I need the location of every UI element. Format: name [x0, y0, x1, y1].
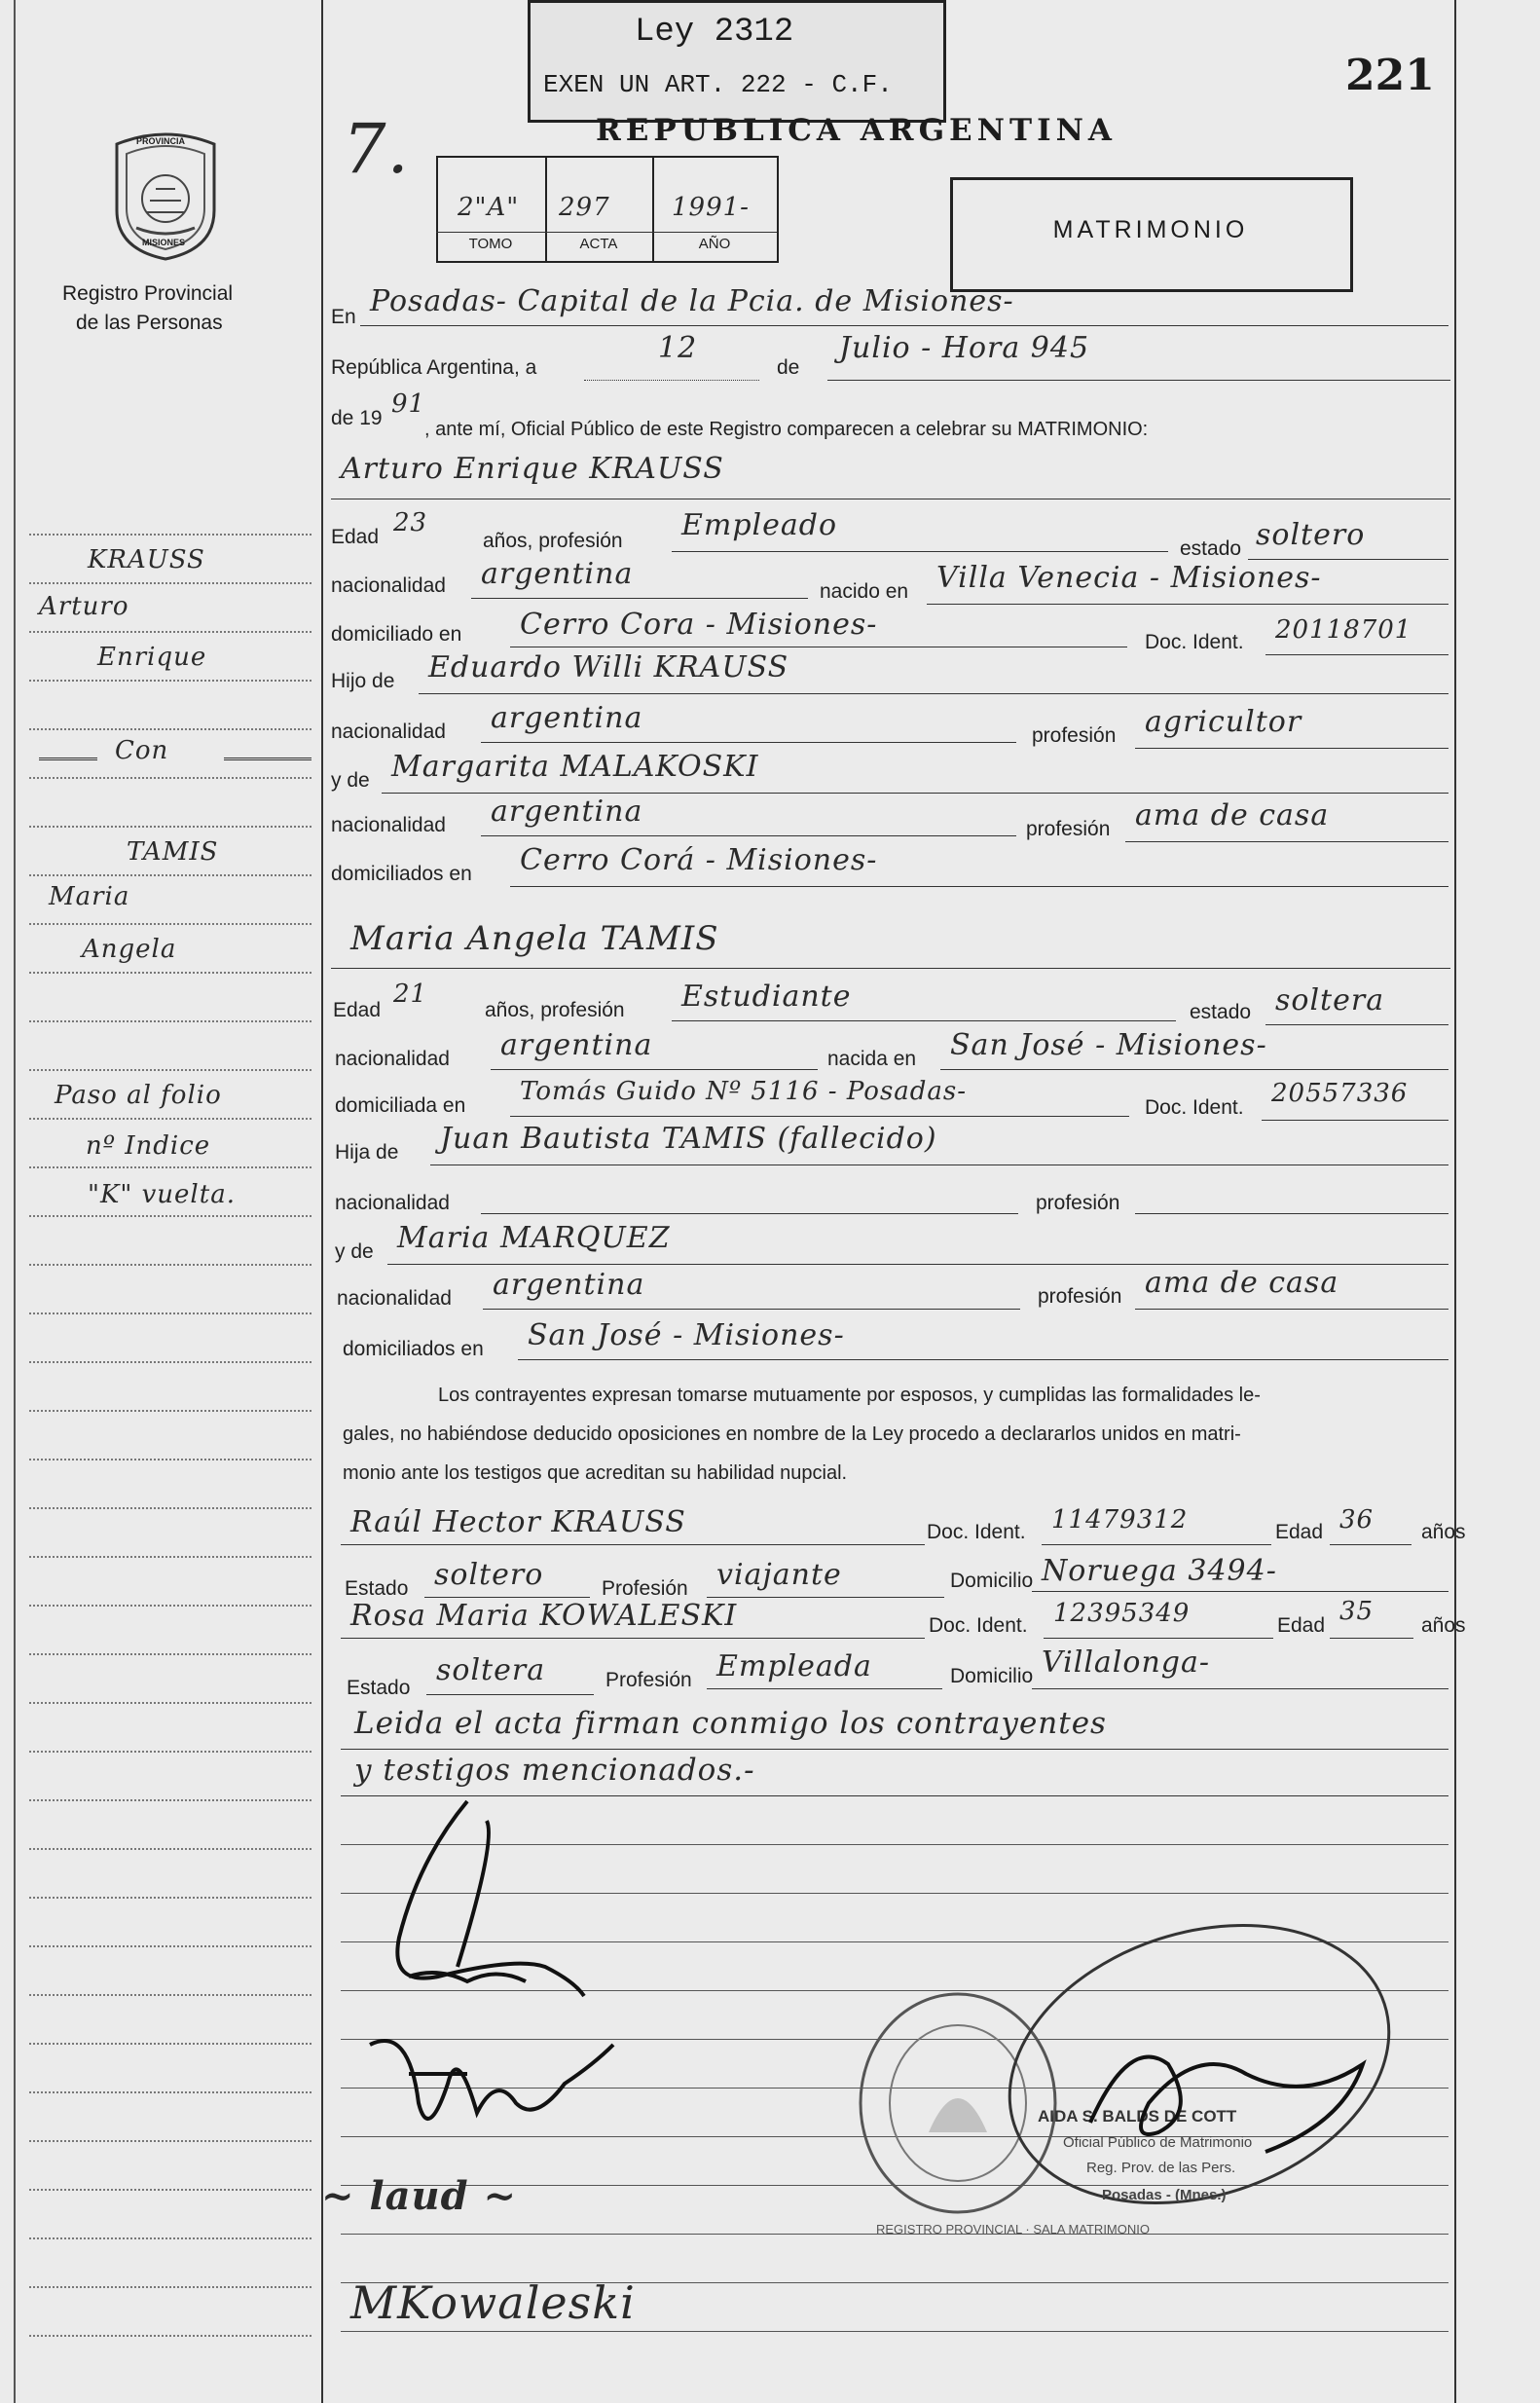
declaration-line2: gales, no habiéndose deducido oposiciones en nombre de la Ley procedo a declararlos unidos en matri-: [343, 1423, 1241, 1445]
bride-parents-dom-line: [518, 1359, 1448, 1360]
margin-dotted-line: [29, 1897, 312, 1899]
witness1-edad: 36: [1339, 1505, 1375, 1534]
margin-dotted-line: [29, 923, 312, 925]
margin-dotted-line: [29, 1069, 312, 1071]
margin-dotted-line: [29, 1020, 312, 1022]
bride-profesion-label: años, profesión: [485, 999, 625, 1021]
margin-dotted-line: [29, 1799, 312, 1801]
margin-name2: Arturo: [39, 592, 129, 621]
signature-official: [1071, 2006, 1392, 2171]
witness1-estado-line: [424, 1597, 590, 1598]
bride-mother-prof-line: [1135, 1309, 1448, 1310]
witness1-prof: viajante: [716, 1558, 842, 1592]
bride-mother-nac-line: [483, 1309, 1020, 1310]
margin-dotted-line: [29, 1459, 312, 1460]
margin-dotted-line: [29, 2043, 312, 2045]
anio-label: AÑO: [698, 236, 731, 252]
margin-dotted-line: [29, 1556, 312, 1558]
anio-value: 1991-: [672, 193, 750, 222]
oval-stamp-line1: AIDA S. BALDS DE COTT: [1038, 2107, 1237, 2126]
oval-stamp-line4: Posadas - (Mnes.): [1102, 2187, 1227, 2203]
bride-dom: Tomás Guido Nº 5116 - Posadas-: [520, 1077, 968, 1106]
seal-text-top: PROVINCIA: [136, 136, 186, 146]
country-heading: REPUBLICA ARGENTINA: [596, 113, 1117, 148]
witness2-name: Rosa Maria KOWALESKI: [350, 1599, 738, 1633]
margin-dotted-line: [29, 2091, 312, 2093]
witness2-edad-label: Edad: [1277, 1614, 1326, 1637]
day-value: 12: [658, 331, 698, 365]
bride-name-line: [331, 968, 1450, 969]
bride-mother-prof-label: profesión: [1038, 1285, 1122, 1308]
groom-mother-label: y de: [331, 769, 370, 792]
margin-dotted-line: [29, 1848, 312, 1850]
seal-text-bottom: MISIONES: [142, 238, 186, 247]
margin-dotted-line: [29, 1410, 312, 1412]
record-box-hline: [436, 232, 777, 233]
bride-nacida-line: [940, 1069, 1448, 1070]
witness1-dom: Noruega 3494-: [1042, 1554, 1277, 1588]
witness2-doc-label: Doc. Ident.: [929, 1614, 1028, 1637]
groom-nac-line: [471, 598, 808, 599]
margin-name5: Maria: [49, 882, 130, 911]
groom-nacido-label: nacido en: [820, 580, 909, 603]
declaration-line3: monio ante los testigos que acreditan su habilidad nupcial.: [343, 1462, 848, 1484]
bride-nacida: San José - Misiones-: [950, 1028, 1267, 1062]
margin-dotted-line: [29, 1361, 312, 1363]
groom-father: Eduardo Willi KRAUSS: [428, 650, 789, 684]
witness1-anos-label: años: [1421, 1521, 1466, 1543]
margin-dotted-line: [29, 1215, 312, 1217]
margin-note2: nº Indice: [86, 1131, 211, 1161]
witness1-estado-label: Estado: [345, 1577, 409, 1600]
margin-dotted-line: [29, 680, 312, 682]
law-stamp-line1: Ley 2312: [635, 14, 794, 51]
witness1-prof-line: [707, 1597, 944, 1598]
bride-estado-label: estado: [1190, 1001, 1252, 1023]
groom-father-prof-label: profesión: [1032, 724, 1117, 747]
groom-mother-nac-label: nacionalidad: [331, 814, 446, 836]
place-line: [360, 325, 1448, 326]
groom-mother-prof-line: [1125, 841, 1448, 842]
registry-title-line1: Registro Provincial: [62, 282, 234, 305]
groom-parents-dom: Cerro Corá - Misiones-: [520, 843, 878, 877]
groom-nac-label: nacionalidad: [331, 574, 446, 597]
witness2-dom: Villalonga-: [1042, 1645, 1211, 1680]
month-line: [827, 380, 1450, 381]
doc-type-label: MATRIMONIO: [1052, 216, 1249, 243]
groom-estado-line: [1248, 559, 1448, 560]
groom-dom: Cerro Cora - Misiones-: [520, 608, 878, 642]
groom-doc-label: Doc. Ident.: [1145, 631, 1244, 653]
de-label: de: [777, 356, 800, 379]
margin-con: Con: [115, 736, 169, 765]
right-border-line: [1454, 0, 1456, 2403]
groom-profesion-line: [672, 551, 1168, 552]
signature-groom: [380, 1782, 633, 2025]
groom-full-name: Arturo Enrique KRAUSS: [341, 452, 724, 486]
margin-dotted-line: [29, 972, 312, 974]
bride-profesion: Estudiante: [681, 980, 852, 1014]
bride-profesion-line: [672, 1020, 1176, 1021]
margin-dotted-line: [29, 1264, 312, 1266]
groom-father-prof-line: [1135, 748, 1448, 749]
margin-dotted-line: [29, 631, 312, 633]
margin-dotted-line: [29, 1166, 312, 1168]
bride-mother-nac: argentina: [493, 1268, 645, 1302]
margin-dotted-line: [29, 777, 312, 779]
groom-edad-label: Edad: [331, 526, 380, 548]
witness1-edad-line: [1330, 1544, 1412, 1545]
signature-witness2: MKowaleski: [350, 2276, 636, 2329]
registry-title-line2: de las Personas: [76, 312, 223, 334]
witness1-dom-line: [1032, 1591, 1448, 1592]
en-label: En: [331, 306, 356, 328]
closing-line1: Leida el acta firman conmigo los contrayentes: [354, 1706, 1107, 1741]
bride-mother-line: [387, 1264, 1448, 1265]
bride-dom-line: [510, 1116, 1129, 1117]
witness2-prof: Empleada: [716, 1649, 872, 1683]
bride-mother-label: y de: [335, 1240, 374, 1263]
margin-dotted-line: [29, 1751, 312, 1753]
round-stamp-text: REGISTRO PROVINCIAL · SALA MATRIMONIO: [876, 2222, 1150, 2237]
bride-nac-line: [491, 1069, 818, 1070]
witness1-prof-label: Profesión: [602, 1577, 688, 1600]
page-number: 221: [1345, 51, 1435, 100]
margin-dotted-line: [29, 1945, 312, 1947]
witness1-doc-line: [1042, 1544, 1271, 1545]
bride-doc: 20557336: [1271, 1079, 1409, 1108]
margin-dotted-line: [29, 1605, 312, 1607]
bride-father-nac-line: [481, 1213, 1018, 1214]
column-divider: [321, 0, 323, 2403]
bride-nacida-label: nacida en: [827, 1048, 917, 1070]
witness2-dom-label: Domicilio: [950, 1665, 1034, 1687]
groom-estado-label: estado: [1180, 537, 1242, 560]
closing-line2: y testigos mencionados.-: [354, 1753, 755, 1788]
place-value: Posadas- Capital de la Pcia. de Misiones-: [370, 284, 1014, 318]
day-line: [584, 380, 759, 381]
bride-father: Juan Bautista TAMIS (fallecido): [440, 1122, 937, 1156]
bride-full-name: Maria Angela TAMIS: [350, 919, 719, 958]
groom-doc-line: [1265, 654, 1448, 655]
margin-dotted-line: [29, 2140, 312, 2142]
groom-father-line: [419, 693, 1448, 694]
witness1-doc: 11479312: [1051, 1505, 1189, 1534]
bride-doc-line: [1262, 1120, 1448, 1121]
groom-parents-dom-label: domiciliados en: [331, 863, 472, 885]
margin-dotted-line: [29, 1702, 312, 1704]
groom-nacido: Villa Venecia - Misiones-: [936, 561, 1322, 595]
signature-witness1: ~ laud ~: [321, 2173, 518, 2219]
groom-nacido-line: [927, 604, 1448, 605]
year-suffix: 91: [391, 389, 426, 419]
declaration-line1: Los contrayentes expresan tomarse mutuamente por esposos, y cumplidas las formalidades le-: [438, 1385, 1261, 1406]
margin-con-left-dash: [39, 758, 97, 760]
bride-father-label: Hija de: [335, 1141, 399, 1164]
bride-edad: 21: [393, 980, 428, 1009]
witness1-edad-label: Edad: [1275, 1521, 1324, 1543]
groom-father-label: Hijo de: [331, 670, 395, 692]
groom-profesion: Empleado: [681, 508, 838, 542]
bride-father-nac-label: nacionalidad: [335, 1192, 450, 1214]
bride-nac: argentina: [500, 1028, 653, 1062]
witness2-edad: 35: [1339, 1597, 1375, 1626]
margin-dotted-line: [29, 534, 312, 536]
page-mark: 7.: [343, 109, 410, 189]
bride-mother-nac-label: nacionalidad: [337, 1287, 452, 1310]
tomo-label: TOMO: [468, 236, 513, 252]
margin-con-right-dash: [224, 758, 312, 760]
bride-parents-dom-label: domiciliados en: [343, 1338, 484, 1360]
groom-profesion-label: años, profesión: [483, 530, 623, 552]
groom-doc: 20118701: [1275, 615, 1412, 645]
witness2-doc-line: [1044, 1638, 1273, 1639]
witness2-doc: 12395349: [1053, 1599, 1191, 1628]
groom-mother-prof-label: profesión: [1026, 818, 1111, 840]
bride-estado: soltera: [1275, 983, 1385, 1017]
witness1-name: Raúl Hector KRAUSS: [350, 1505, 686, 1539]
tomo-value: 2"A": [458, 193, 520, 222]
margin-dotted-line: [29, 1118, 312, 1120]
bride-father-prof-line: [1135, 1213, 1448, 1214]
margin-note1: Paso al folio: [55, 1081, 222, 1110]
groom-father-prof: agricultor: [1145, 705, 1302, 739]
groom-parents-dom-line: [510, 886, 1448, 887]
margin-dotted-line: [29, 1994, 312, 1996]
groom-edad: 23: [393, 508, 428, 537]
groom-dom-label: domiciliado en: [331, 623, 462, 646]
witness2-estado-label: Estado: [347, 1677, 411, 1699]
witness2-prof-label: Profesión: [605, 1669, 692, 1691]
margin-name3: Enrique: [97, 643, 207, 672]
groom-mother-prof: ama de casa: [1135, 798, 1330, 832]
witness2-prof-line: [707, 1688, 942, 1689]
margin-note3: "K" vuelta.: [88, 1180, 236, 1209]
margin-dotted-line: [29, 2335, 312, 2337]
republica-label: República Argentina, a: [331, 356, 537, 379]
signature-bride: [350, 2006, 642, 2152]
witness1-name-line: [341, 1544, 925, 1545]
margin-dotted-line: [29, 2286, 312, 2288]
acta-label: ACTA: [579, 236, 618, 252]
groom-father-nac-label: nacionalidad: [331, 721, 446, 743]
margin-name1: KRAUSS: [88, 545, 205, 574]
margin-dotted-line: [29, 728, 312, 730]
witness1-doc-label: Doc. Ident.: [927, 1521, 1026, 1543]
law-stamp-line2: EXEN UN ART. 222 - C.F.: [543, 70, 893, 99]
month-value: Julio - Hora 945: [839, 331, 1090, 365]
signature-ruled-line: [341, 2331, 1448, 2332]
margin-dotted-line: [29, 1507, 312, 1509]
bride-parents-dom: San José - Misiones-: [528, 1318, 845, 1352]
bride-mother: Maria MARQUEZ: [397, 1221, 671, 1255]
bride-mother-prof: ama de casa: [1145, 1266, 1339, 1300]
witness2-dom-line: [1032, 1688, 1448, 1689]
groom-father-nac-line: [481, 742, 1016, 743]
witness2-estado-line: [426, 1694, 594, 1695]
witness2-name-line: [341, 1638, 925, 1639]
margin-dotted-line: [29, 582, 312, 584]
groom-mother-line: [382, 793, 1448, 794]
groom-mother: Margarita MALAKOSKI: [391, 750, 759, 784]
groom-estado: soltero: [1256, 518, 1366, 552]
witness1-dom-label: Domicilio: [950, 1570, 1034, 1592]
acta-value: 297: [559, 193, 610, 222]
oficial-text: , ante mí, Oficial Público de este Registro comparecen a celebrar su MATRIMONIO:: [424, 419, 1149, 440]
bride-father-prof-label: profesión: [1036, 1192, 1120, 1214]
margin-name4: TAMIS: [127, 837, 219, 867]
margin-dotted-line: [29, 874, 312, 876]
margin-name6: Angela: [82, 935, 177, 964]
margin-dotted-line: [29, 2237, 312, 2239]
margin-dotted-line: [29, 2189, 312, 2191]
bride-dom-label: domiciliada en: [335, 1094, 466, 1117]
margin-dotted-line: [29, 1653, 312, 1655]
groom-mother-nac-line: [481, 835, 1016, 836]
bride-nac-label: nacionalidad: [335, 1048, 450, 1070]
groom-mother-nac: argentina: [491, 795, 643, 829]
oval-stamp-line2: Oficial Público de Matrimonio: [1063, 2134, 1253, 2151]
witness2-anos-label: años: [1421, 1614, 1466, 1637]
bride-estado-line: [1265, 1024, 1448, 1025]
left-border-line: [14, 0, 16, 2403]
groom-father-nac: argentina: [491, 701, 643, 735]
year-prefix: de 19: [331, 407, 383, 429]
witness2-edad-line: [1330, 1638, 1413, 1639]
bride-doc-label: Doc. Ident.: [1145, 1096, 1244, 1119]
margin-dotted-line: [29, 1312, 312, 1314]
closing-line1-rule: [341, 1749, 1448, 1750]
groom-nac: argentina: [481, 557, 634, 591]
bride-edad-label: Edad: [333, 999, 382, 1021]
witness2-estado: soltera: [436, 1653, 546, 1687]
oval-stamp-line3: Reg. Prov. de las Pers.: [1086, 2160, 1236, 2176]
margin-dotted-line: [29, 826, 312, 828]
witness1-estado: soltero: [434, 1558, 544, 1592]
